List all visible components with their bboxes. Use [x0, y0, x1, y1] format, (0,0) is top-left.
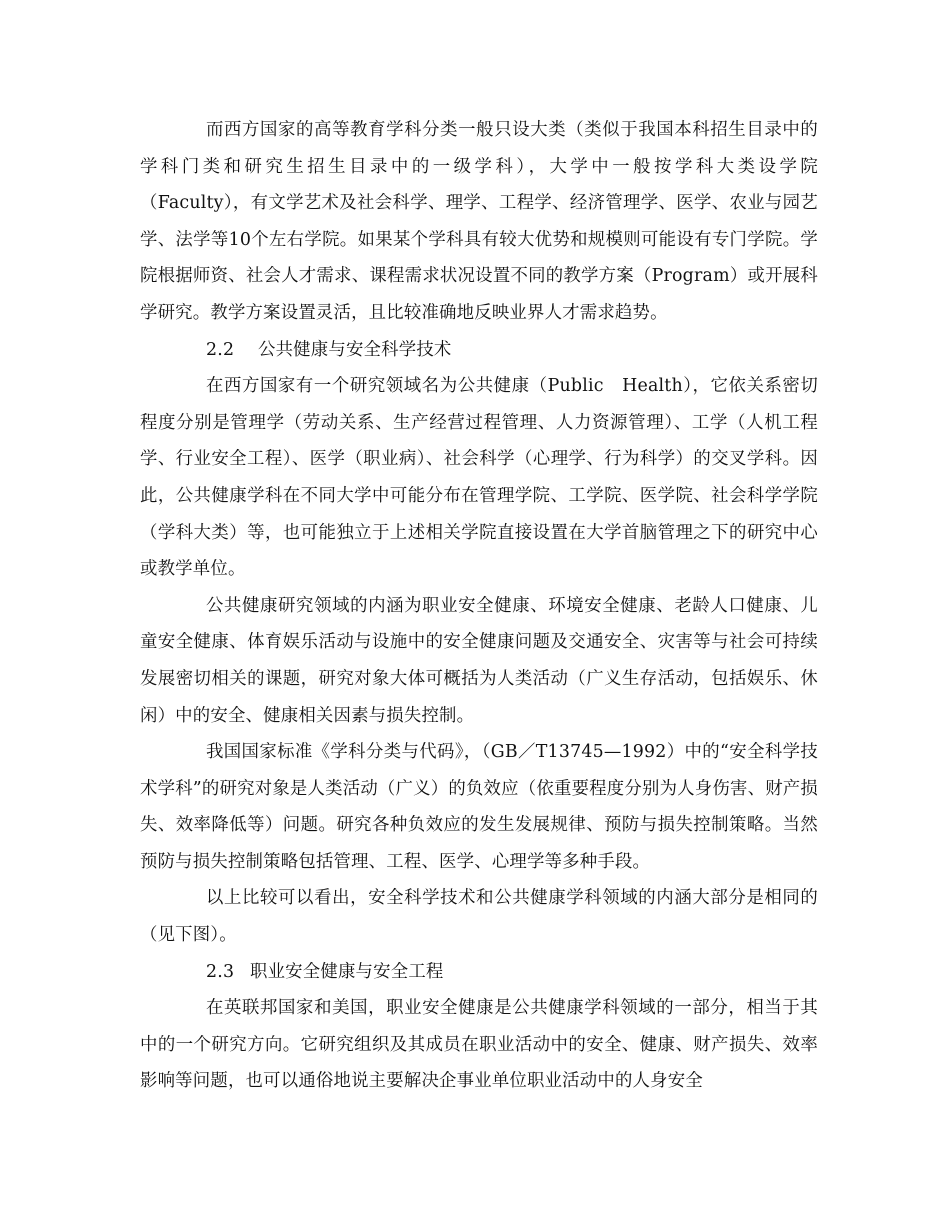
paragraph-western-discipline-classification: 而西方国家的高等教育学科分类一般只设大类（类似于我国本科招生目录中的学科门类和研究生招生目录中的一级学科），大学中一般按学科大类设学院（Faculty），有文学艺术及社会科学、理学、工程学、经济管理学、医学、农业与园艺学、法学等10个左右学院。如果某个学科具有较大优势和规模则可能设有专门学院。学院根据师资、社会人才需求、课程需求状况设置不同的教学方案（Program）或开展科学研究。教学方案设置灵活，且比较准确地反映业界人才需求趋势。 — [140, 120, 818, 323]
section-title: 职业安全健康与安全工程 — [250, 961, 444, 982]
paragraph-public-health-field: 在西方国家有一个研究领域名为公共健康（Public Health），它依关系密切程度分别是管理学（劳动关系、生产经营过程管理、人力资源管理）、工学（人机工程学、行业安全工程）、医学（职业病）、社会科学（心理学、行为科学）的交叉学科。因此，公共健康学科在不同大学中可能分布在管理学院、工学院、医学院、社会科学学院（学科大类）等，也可能独立于上述相关学院直接设置在大学首脑管理之下的研究中心或教学单位。 — [140, 376, 818, 580]
section-number: 2.2 — [206, 339, 235, 360]
section-heading-2-3 — [140, 954, 818, 991]
paragraph-public-health-scope: 公共健康研究领域的内涵为职业安全健康、环境安全健康、老龄人口健康、儿童安全健康、体育娱乐活动与设施中的安全健康问题及交通安全、灾害等与社会可持续发展密切相关的课题，研究对象大体可概括为人类活动（广义生存活动，包括娱乐、休闲）中的安全、健康相关因素与损失控制。 — [140, 595, 818, 726]
section-heading-2-2 — [140, 332, 818, 369]
paragraph-comparison-summary: 以上比较可以看出，安全科学技术和公共健康学科领域的内涵大部分是相同的（见下图）。 — [140, 888, 818, 946]
paragraph-occupational-safety: 在英联邦国家和美国，职业安全健康是公共健康学科领域的一部分，相当于其中的一个研究方向。它研究组织及其成员在职业活动中的安全、健康、财产损失、效率影响等问题，也可以通俗地说主要解决企事业单位职业活动中的人身安全 — [140, 998, 818, 1092]
section-title: 公共健康与安全科学技术 — [258, 339, 452, 360]
document-body — [140, 112, 818, 1100]
paragraph-national-standard: 我国国家标准《学科分类与代码》，（GB／T13745—1992）中的“安全科学技术学科”的研究对象是人类活动（广义）的负效应（依重要程度分别为人身伤害、财产损失、效率降低等）问题。研究各种负效应的发生发展规律、预防与损失控制策略。当然预防与损失控制策略包括管理、工程、医学、心理学等多种手段。 — [140, 742, 818, 872]
section-number: 2.3 — [206, 961, 235, 982]
